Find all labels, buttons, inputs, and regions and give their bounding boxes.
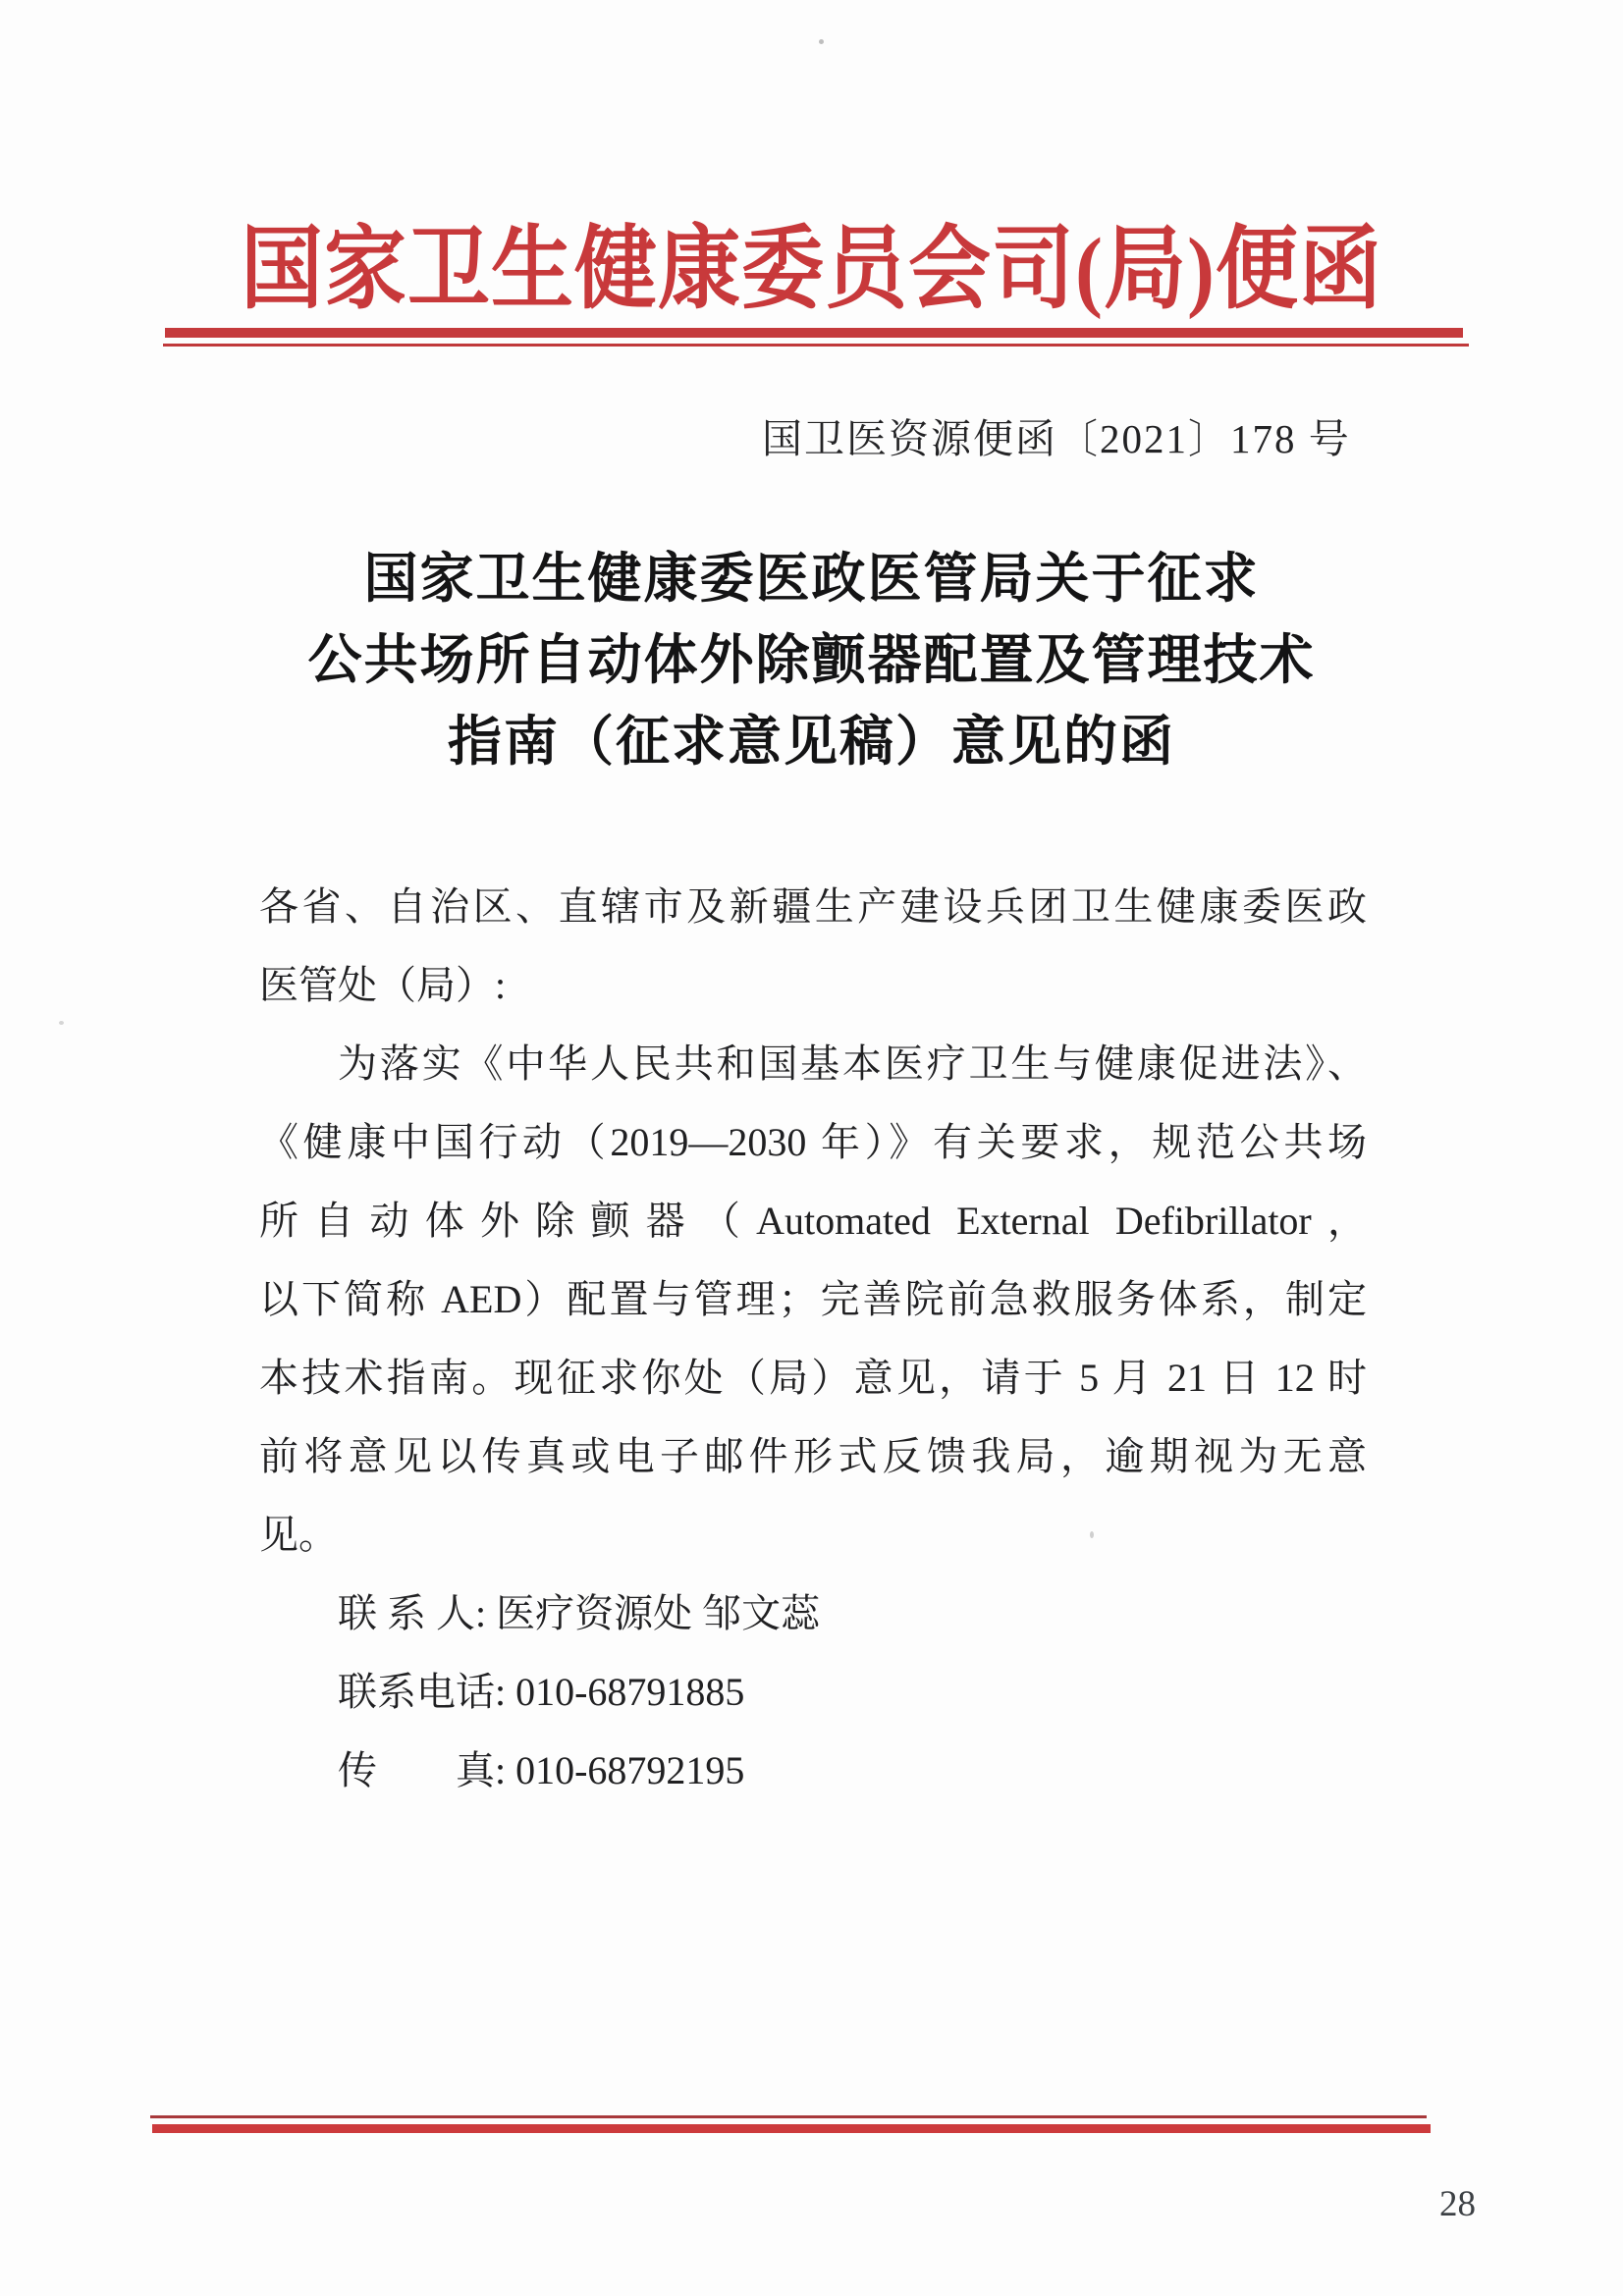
- scan-speck: [59, 1021, 64, 1025]
- scan-speck: [1090, 1531, 1094, 1538]
- page-number: 28: [1439, 2184, 1476, 2224]
- letter-body: [259, 868, 1367, 1810]
- paragraph-line: 以下简称 AED）配置与管理；完善院前急救服务体系，制定: [259, 1277, 1367, 1321]
- salutation-line-1: 各省、自治区、直辖市及新疆生产建设兵团卫生健康委医政: [259, 884, 1367, 929]
- letterhead-rule-thin: [163, 344, 1469, 347]
- paragraph-line: 为落实《中华人民共和国基本医疗卫生与健康促进法》、: [338, 1041, 1367, 1086]
- letterhead-rule-thick: [165, 328, 1463, 338]
- paragraph-line: 本技术指南。现征求你处（局）意见，请于 5 月 21 日 12 时: [259, 1356, 1367, 1400]
- contact-phone-line: 联系电话: 010-68791885: [338, 1670, 745, 1714]
- scan-speck: [819, 39, 824, 44]
- document-title: [0, 538, 1623, 782]
- paragraph-line: 所自动体外除颤器（Automated External Defibrillator，: [259, 1199, 1367, 1243]
- paragraph-line: 《健康中国行动（2019—2030 年）》有关要求，规范公共场: [259, 1120, 1367, 1164]
- document-title-line-1: 国家卫生健康委医政医管局关于征求: [363, 549, 1260, 609]
- document-title-line-3: 指南（征求意见稿）意见的函: [447, 712, 1175, 772]
- letterhead-agency-title: 国家卫生健康委员会司(局)便函: [241, 220, 1382, 321]
- paragraph-line: 前将意见以传真或电子邮件形式反馈我局，逾期视为无意: [259, 1434, 1367, 1478]
- contact-person-line: 联 系 人: 医疗资源处 邹文蕊: [338, 1591, 821, 1635]
- document-reference-number: 国卫医资源便函〔2021〕178 号: [762, 416, 1351, 461]
- footer-rule-thick: [152, 2124, 1431, 2133]
- salutation-line-2: 医管处（局）:: [259, 963, 507, 1007]
- document-title-line-2: 公共场所自动体外除颤器配置及管理技术: [307, 630, 1316, 690]
- contact-fax-line: 传 真: 010-68792195: [338, 1748, 745, 1792]
- paragraph-line: 见。: [259, 1513, 338, 1557]
- footer-rule-thin: [150, 2115, 1427, 2118]
